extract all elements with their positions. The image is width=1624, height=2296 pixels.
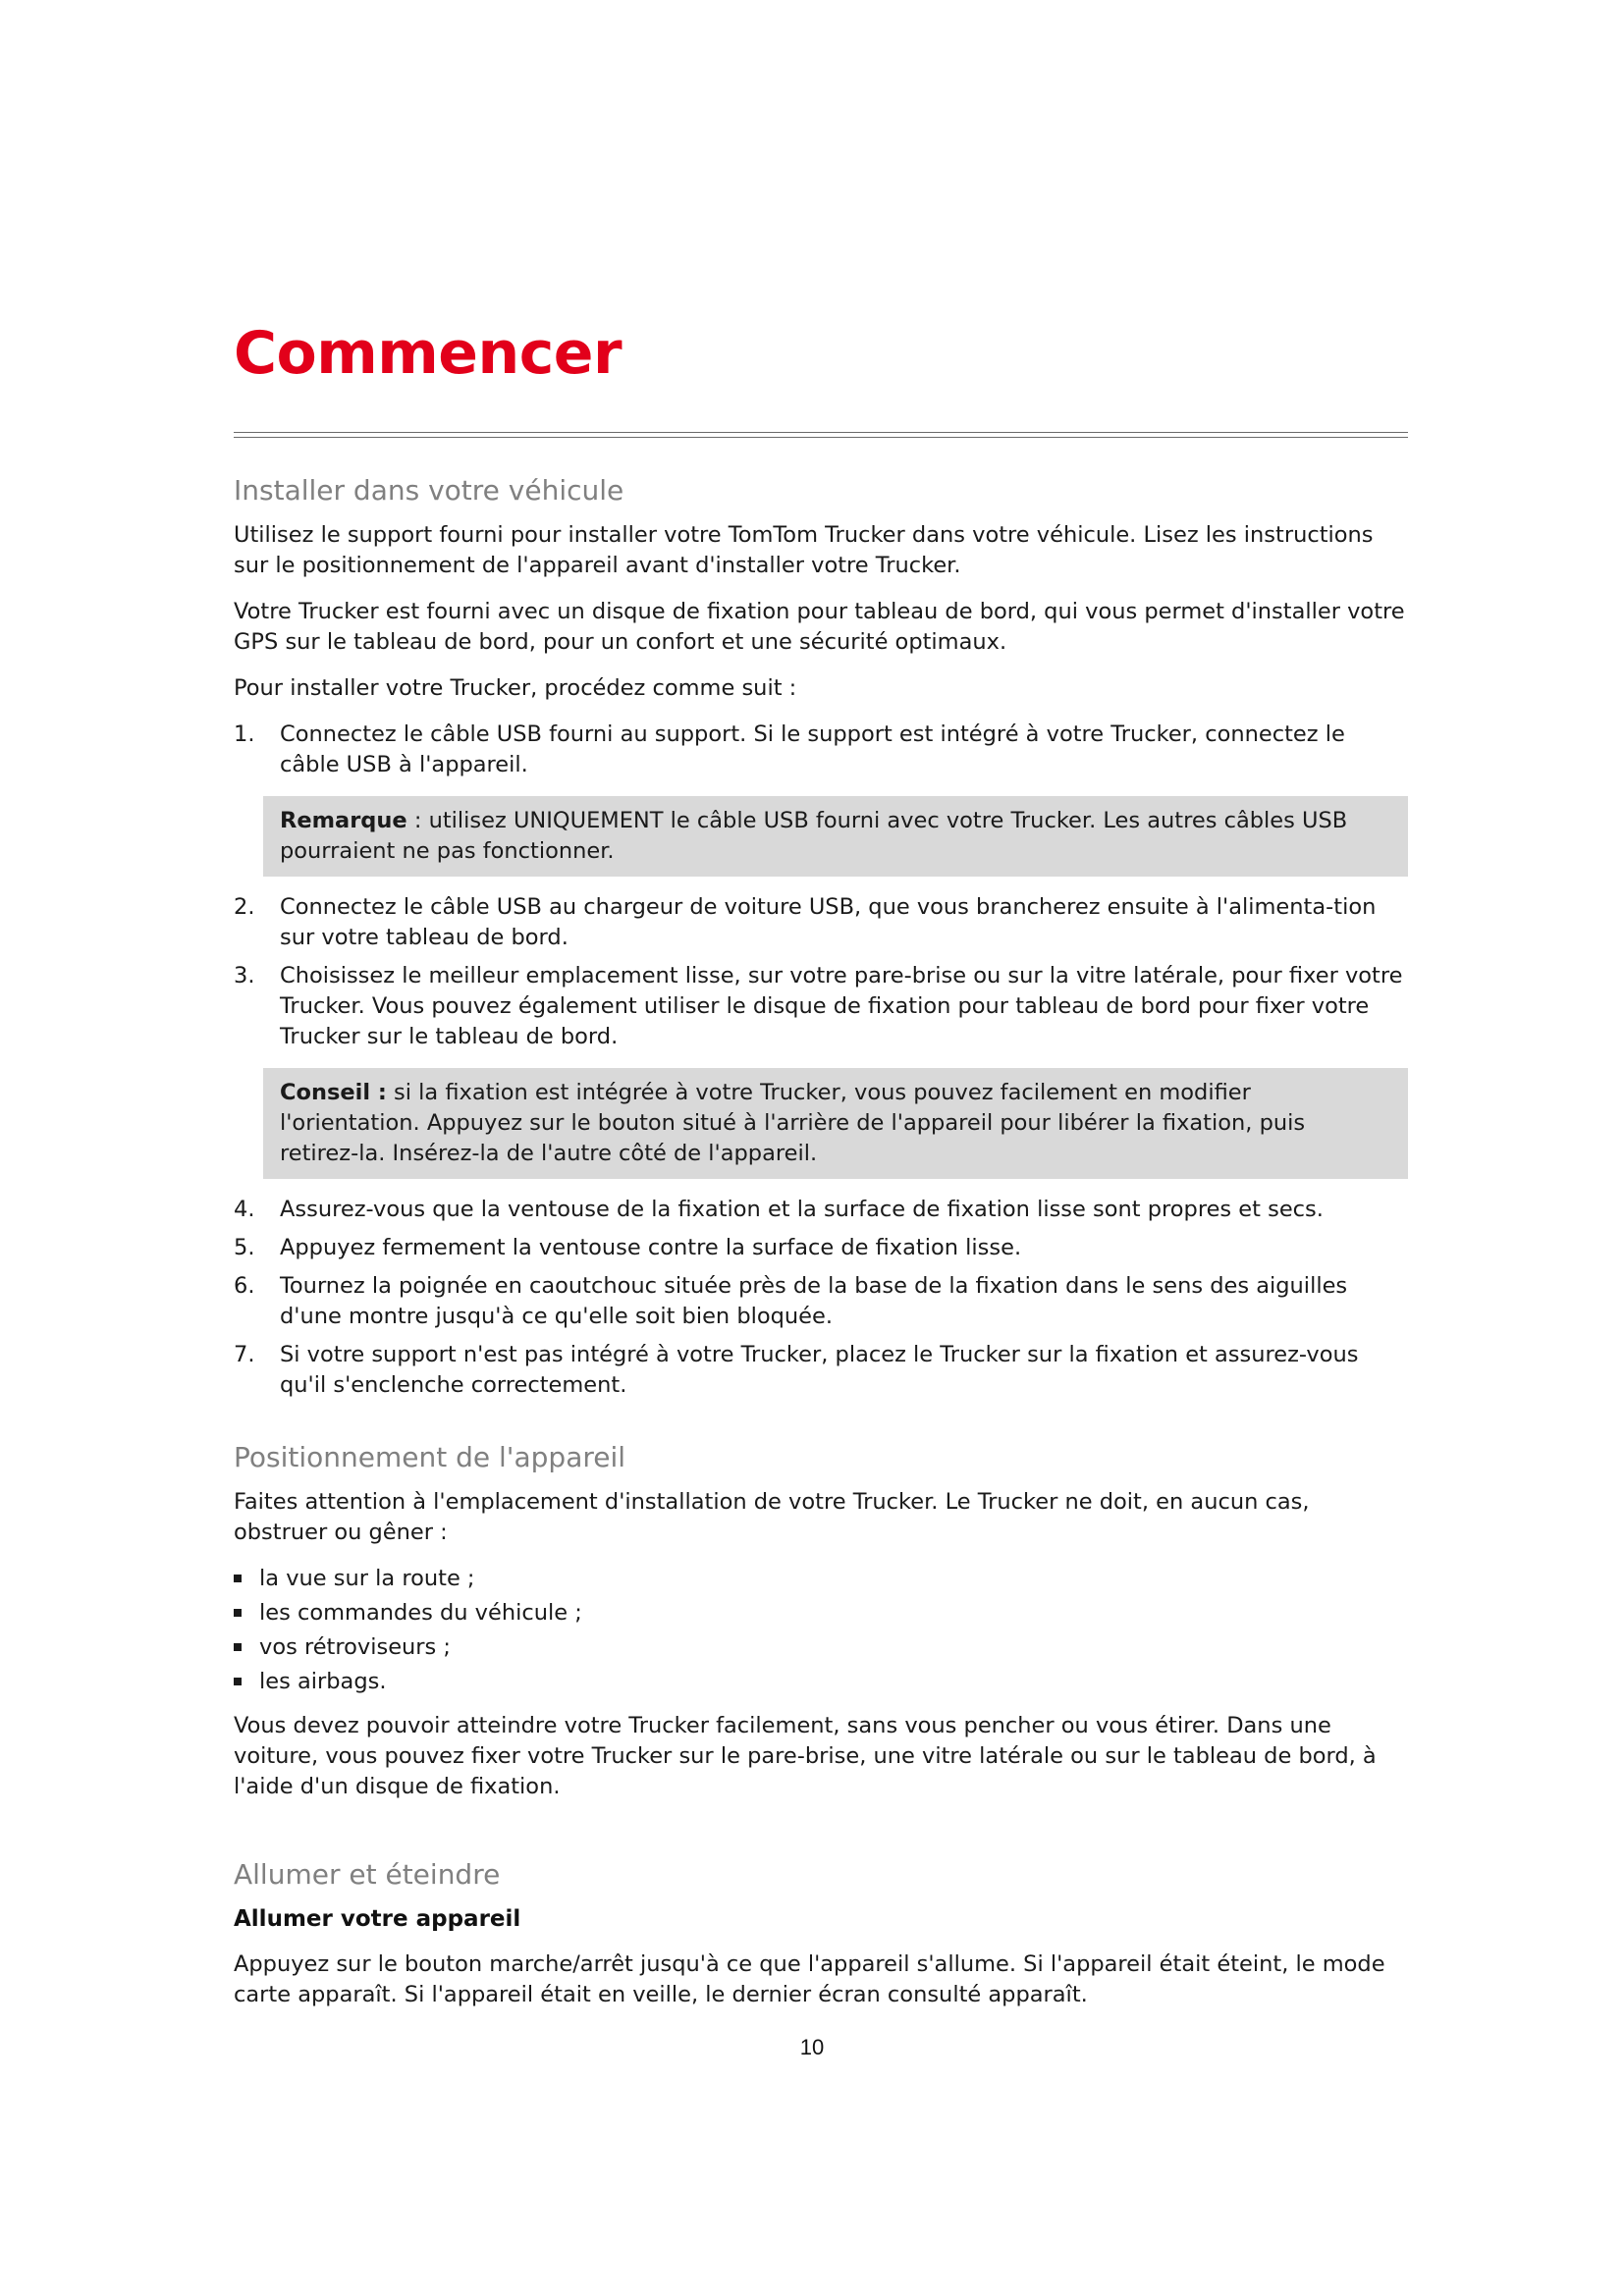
bullet-square-icon bbox=[234, 1609, 242, 1617]
install-steps bbox=[234, 1195, 1408, 1401]
bullet-item: les airbags. bbox=[234, 1667, 1408, 1697]
step-item bbox=[234, 892, 1408, 953]
section-positioning bbox=[234, 1440, 1408, 1802]
step-text: Assurez-vous que la ventouse de la fixation et la surface de fixation lisse sont propres et secs. bbox=[280, 1197, 1324, 1222]
section-heading-power: Allumer et éteindre bbox=[234, 1858, 501, 1891]
page-title: Commencer bbox=[234, 319, 623, 388]
step-number: 7. bbox=[234, 1342, 255, 1367]
section-install bbox=[234, 473, 1408, 1401]
paragraph: Pour installer votre Trucker, procédez comme suit : bbox=[234, 675, 797, 701]
step-item bbox=[234, 1233, 1408, 1263]
step-number: 4. bbox=[234, 1197, 255, 1222]
step-item bbox=[234, 1195, 1408, 1225]
install-steps bbox=[234, 892, 1408, 1052]
bullet-square-icon bbox=[234, 1575, 242, 1582]
tip-label: Conseil : bbox=[280, 1080, 387, 1105]
section-heading-positioning: Positionnement de l'appareil bbox=[234, 1441, 626, 1473]
bullet-list bbox=[234, 1564, 1408, 1697]
page-content bbox=[234, 473, 1408, 2026]
bullet-item: les commandes du véhicule ; bbox=[234, 1598, 1408, 1629]
step-item bbox=[234, 1271, 1408, 1332]
note-text: : utilisez UNIQUEMENT le câble USB fourni avec votre Trucker. Les autres câbles USB pourraient ne pas fonctionner. bbox=[280, 808, 1348, 864]
step-number: 5. bbox=[234, 1235, 255, 1260]
bullet-item: vos rétroviseurs ; bbox=[234, 1632, 1408, 1663]
step-number: 3. bbox=[234, 963, 255, 988]
paragraph: Utilisez le support fourni pour installer votre TomTom Trucker dans votre véhicule. Lisez les instructions sur le positionnement de l'appareil avant d'installer votre Trucker. bbox=[234, 522, 1374, 578]
title-divider bbox=[234, 432, 1408, 438]
step-number: 1. bbox=[234, 721, 255, 747]
bullet-item: la vue sur la route ; bbox=[234, 1564, 1408, 1594]
step-text: Appuyez fermement la ventouse contre la surface de fixation lisse. bbox=[280, 1235, 1022, 1260]
paragraph: Faites attention à l'emplacement d'installation de votre Trucker. Le Trucker ne doit, en aucun cas, obstruer ou gêner : bbox=[234, 1489, 1310, 1545]
paragraph: Appuyez sur le bouton marche/arrêt jusqu'à ce que l'appareil s'allume. Si l'appareil était éteint, le mode carte apparaît. Si l'appareil était en veille, le dernier écran consulté apparaît. bbox=[234, 1951, 1385, 2007]
step-text: Tournez la poignée en caoutchouc située près de la base de la fixation dans le sens des aiguilles d'une montre jusqu'à ce qu'elle soit bien bloquée. bbox=[280, 1273, 1348, 1329]
bullet-square-icon bbox=[234, 1678, 242, 1685]
subheading-power-on: Allumer votre appareil bbox=[234, 1906, 521, 1932]
step-text: Choisissez le meilleur emplacement lisse, sur votre pare-brise ou sur la vitre latérale, pour fixer votre Trucker. Vous pouvez également utiliser le disque de fixation pour tableau de bord pour fixer votre Trucker sur le tableau de bord. bbox=[280, 963, 1403, 1049]
step-item bbox=[234, 961, 1408, 1052]
paragraph: Votre Trucker est fourni avec un disque de fixation pour tableau de bord, qui vous permet d'installer votre GPS sur le tableau de bord, pour un confort et une sécurité optimaux. bbox=[234, 599, 1405, 655]
step-text: Connectez le câble USB fourni au support. Si le support est intégré à votre Trucker, connectez le câble USB à l'appareil. bbox=[280, 721, 1345, 777]
step-item bbox=[234, 720, 1408, 780]
note-box bbox=[263, 796, 1408, 877]
step-number: 2. bbox=[234, 894, 255, 920]
tip-box bbox=[263, 1068, 1408, 1179]
section-power bbox=[234, 1857, 1408, 2010]
install-steps bbox=[234, 720, 1408, 780]
section-heading-install: Installer dans votre véhicule bbox=[234, 474, 624, 507]
step-text: Si votre support n'est pas intégré à votre Trucker, placez le Trucker sur la fixation et assurez-vous qu'il s'enclenche correctement. bbox=[280, 1342, 1359, 1398]
tip-text: si la fixation est intégrée à votre Trucker, vous pouvez facilement en modifier l'orientation. Appuyez sur le bouton situé à l'arrière de l'appareil pour libérer la fixation, puis retirez-la. Insérez-la de l'autre côté de l'appareil. bbox=[280, 1080, 1306, 1166]
note-label: Remarque bbox=[280, 808, 407, 833]
page-number: 10 bbox=[799, 2035, 825, 2059]
step-number: 6. bbox=[234, 1273, 255, 1299]
step-item bbox=[234, 1340, 1408, 1401]
step-text: Connectez le câble USB au chargeur de voiture USB, que vous brancherez ensuite à l'alimenta-tion sur votre tableau de bord. bbox=[280, 894, 1377, 950]
paragraph: Vous devez pouvoir atteindre votre Trucker facilement, sans vous pencher ou vous étirer. Dans une voiture, vous pouvez fixer votre Trucker sur le pare-brise, une vitre latérale ou sur le tableau de bord, à l'aide d'un disque de fixation. bbox=[234, 1713, 1377, 1799]
bullet-square-icon bbox=[234, 1643, 242, 1651]
